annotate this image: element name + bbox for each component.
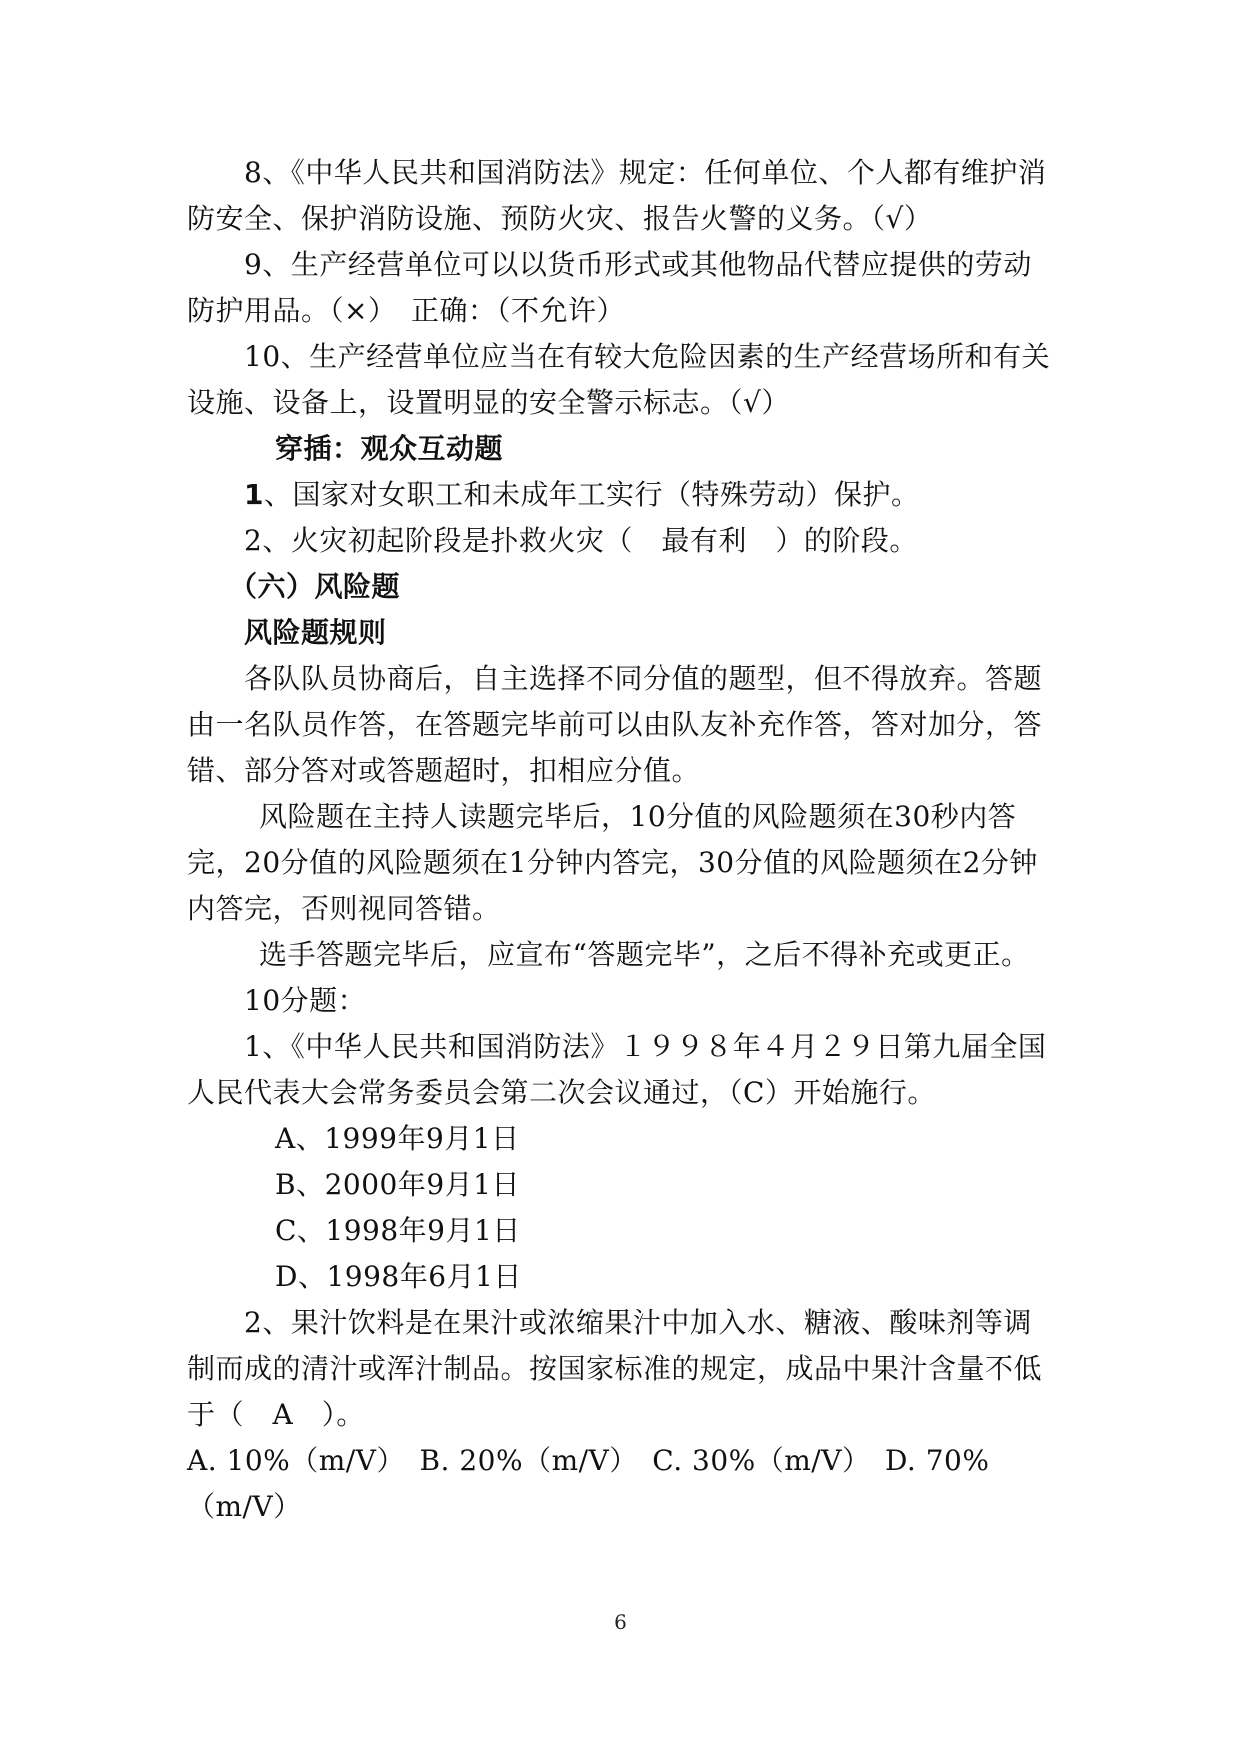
interlude-item-1-text: 、国家对女职工和未成年工实行（特殊劳动）保护。 bbox=[263, 478, 920, 511]
page-number: 6 bbox=[614, 1610, 627, 1634]
question-1-option-a: A、1999年9月1日 bbox=[275, 1122, 520, 1155]
question-1-option-b: B、2000年9月1日 bbox=[275, 1168, 520, 1201]
page-content bbox=[187, 150, 1057, 1530]
rules-paragraph-1: 各队队员协商后，自主选择不同分值的题型，但不得放弃。答题由一名队员作答，在答题完毕前可以由队友补充作答，答对加分，答错、部分答对或答题超时，扣相应分值。 bbox=[187, 662, 1043, 787]
paragraph-q9: 9、生产经营单位可以以货币形式或其他物品代替应提供的劳动防护用品。（×） 正确：（不允许） bbox=[187, 248, 1032, 327]
question-1-option-d: D、1998年6月1日 bbox=[275, 1260, 522, 1293]
rules-heading: 风险题规则 bbox=[244, 616, 387, 649]
question-1: 1、《中华人民共和国消防法》１９９８年４月２９日第九届全国人民代表大会常务委员会第二次会议通过，（C）开始施行。 bbox=[187, 1030, 1047, 1109]
interlude-item-1-number: 1 bbox=[244, 478, 264, 511]
interlude-item-1 bbox=[187, 472, 1057, 518]
paragraph-q10: 10、生产经营单位应当在有较大危险因素的生产经营场所和有关设施、设备上，设置明显的安全警示标志。（√） bbox=[187, 340, 1051, 419]
question-2: 2、果汁饮料是在果汁或浓缩果汁中加入水、糖液、酸味剂等调制而成的清汁或浑汁制品。按国家标准的规定，成品中果汁含量不低于（ A ）。 bbox=[187, 1306, 1043, 1431]
interlude-heading: 穿插：观众互动题 bbox=[275, 432, 504, 465]
rules-paragraph-3: 选手答题完毕后，应宣布“答题完毕”，之后不得补充或更正。 bbox=[259, 938, 1030, 971]
rules-paragraph-2: 风险题在主持人读题完毕后，10分值的风险题须在30秒内答完，20分值的风险题须在1分钟内答完，30分值的风险题须在2分钟内答完，否则视同答错。 bbox=[187, 800, 1038, 925]
question-1-option-c: C、1998年9月1日 bbox=[275, 1214, 521, 1247]
paragraph-q8: 8、《中华人民共和国消防法》规定：任何单位、个人都有维护消防安全、保护消防设施、预防火灾、报告火警的义务。（√） bbox=[187, 156, 1047, 235]
section-heading: （六）风险题 bbox=[229, 570, 401, 603]
question-2-options: A. 10%（m/V） B. 20%（m/V） C. 30%（m/V） D. 70%（m/V） bbox=[187, 1444, 990, 1523]
points-heading: 10分题： bbox=[244, 984, 367, 1017]
interlude-item-2: 2、火灾初起阶段是扑救火灾（ 最有利 ）的阶段。 bbox=[244, 524, 918, 557]
